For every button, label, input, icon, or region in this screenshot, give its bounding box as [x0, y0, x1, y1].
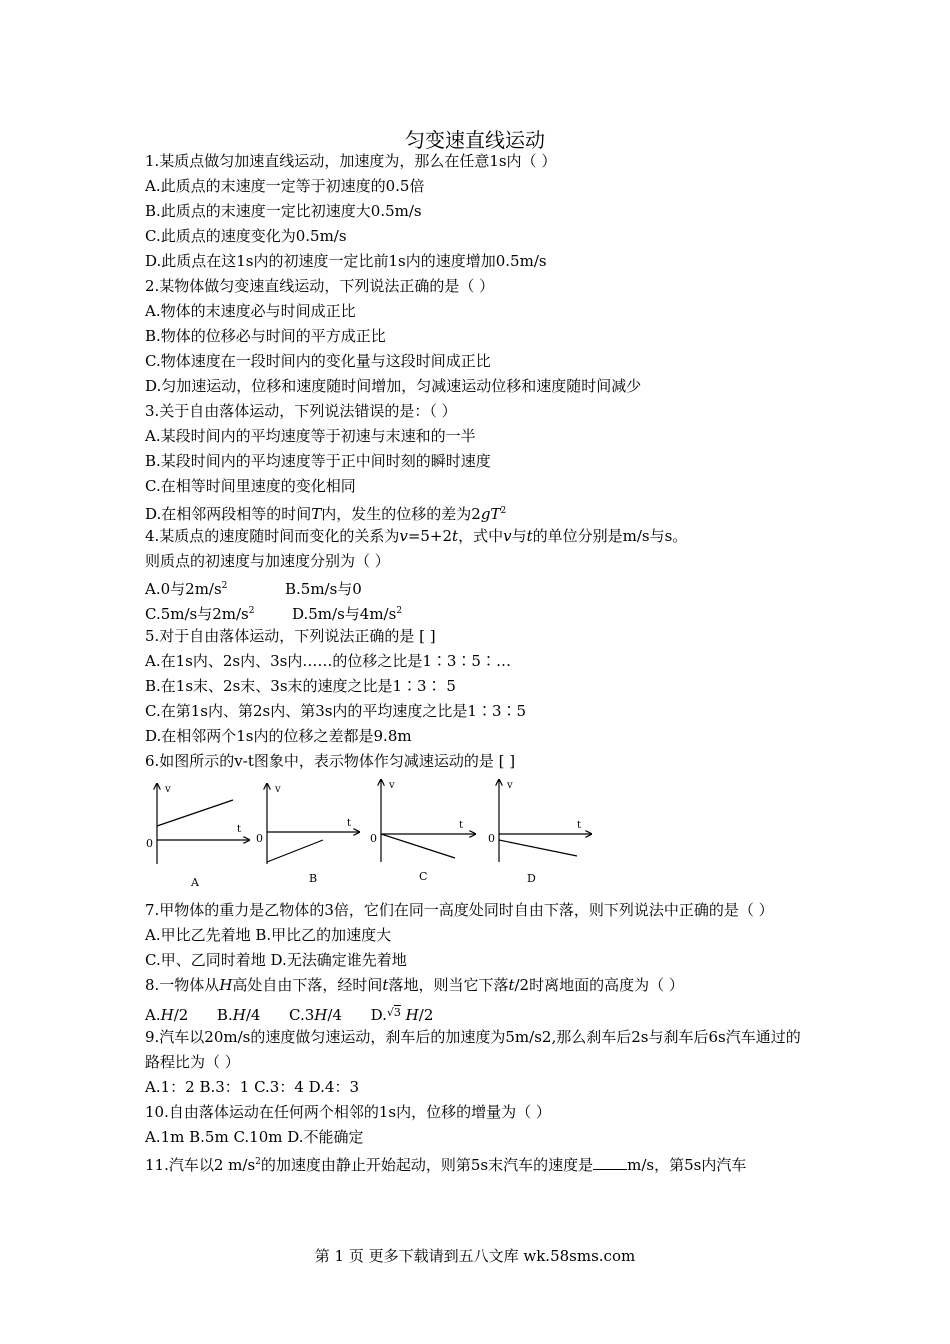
graph-c — [370, 780, 475, 883]
question-7: 7.甲物体的重力是乙物体的3倍，它们在同一高度处同时自由下落，则下列说法中正确的是（ ） — [145, 901, 774, 919]
option-1b: B.此质点的末速度一定比初速度大0.5m/s — [145, 202, 422, 220]
option-3a: A.某段时间内的平均速度等于初速与末速和的一半 — [145, 427, 476, 445]
option-5b: B.在1s末、2s末、3s末的速度之比是1∶3∶ 5 — [145, 677, 456, 695]
question-8: 8.一物体从H高处自由下落，经时间t落地，则当它下落t/2时离地面的高度为（ ） — [145, 976, 684, 994]
graph-c-line — [381, 834, 455, 858]
question-1: 1.某质点做匀加速直线运动，加速度为，那么在任意1s内（ ） — [145, 152, 557, 170]
option-1a: A.此质点的末速度一定等于初速度的0.5倍 — [145, 177, 425, 195]
options-7ab: A.甲比乙先着地 B.甲比乙的加速度大 — [145, 926, 392, 944]
graph-a-t: t — [237, 824, 242, 835]
vt-graphs-svg — [145, 776, 605, 896]
option-3d: D.在相邻两段相等的时间T内，发生的位移的差为$2gT^2$ — [145, 505, 507, 523]
graph-d-t: t — [577, 820, 582, 831]
option-5a: A.在1s内、2s内、3s内……的位移之比是1∶3∶5∶… — [145, 652, 511, 670]
graph-b-t: t — [347, 818, 352, 829]
sqrt-value: 3 — [393, 1006, 401, 1019]
option-5d: D.在相邻两个1s内的位移之差都是9.8m — [145, 727, 412, 745]
question-11: 11.汽车以2 $m/s^2$的加速度由静止开始起动，则第5s末汽车的速度是 m/s，第5s内汽车 — [145, 1150, 815, 1175]
question-3: 3.关于自由落体运动，下列说法错误的是：（ ） — [145, 402, 457, 420]
option-2b: B.物体的位移必与时间的平方成正比 — [145, 327, 386, 345]
question-10: 10.自由落体运动在任何两个相邻的1s内，位移的增量为（ ） — [145, 1103, 551, 1121]
option-1d: D.此质点在这1s内的初速度一定比前1s内的速度增加0.5m/s — [145, 252, 547, 270]
graph-d-origin: 0 — [488, 832, 495, 845]
question-content — [145, 149, 815, 1175]
graph-a-origin: 0 — [146, 837, 153, 850]
page-title: 匀变速直线运动 — [405, 128, 545, 152]
graph-d-line — [499, 840, 577, 856]
question-4: 4.某质点的速度随时间而变化的关系为v=5+2t，式中v与t的单位分别是m/s与s。 — [145, 527, 688, 545]
graph-a — [146, 784, 249, 889]
graph-a-label: A — [191, 876, 199, 889]
option-2c: C.物体速度在一段时间内的变化量与这段时间成正比 — [145, 352, 491, 370]
graph-b — [256, 784, 359, 885]
question-6: 6.如图所示的v-t图象中，表示物体作匀减速运动的是 [ ] — [145, 752, 516, 770]
question-5: 5.对于自由落体运动，下列说法正确的是 [ ] — [145, 627, 436, 645]
option-2d: D.匀加速运动，位移和速度随时间增加，匀减速运动位移和速度随时间减少 — [145, 377, 642, 395]
graph-d-label: D — [527, 872, 536, 885]
graph-d — [488, 780, 591, 885]
graph-c-t: t — [459, 820, 464, 831]
graph-b-origin: 0 — [256, 832, 263, 845]
graph-b-label: B — [309, 872, 318, 885]
answer-blank — [593, 1153, 627, 1170]
graph-b-v: v — [275, 784, 281, 795]
question-4-cont: 则质点的初速度与加速度分别为（ ） — [145, 552, 390, 570]
graph-b-line — [267, 840, 323, 862]
options-4cd: C.5m/s与$2m/s^2$ D.5m/s与$4m/s^2$ — [145, 605, 403, 623]
options-4ab: A.0与$2m/s^2$ B.5m/s与0 — [145, 580, 362, 598]
question-2: 2.某物体做匀变速直线运动，下列说法正确的是（ ） — [145, 277, 495, 295]
option-1c: C.此质点的速度变化为0.5m/s — [145, 227, 347, 245]
options-9: A.1：2 B.3：1 C.3：4 D.4：3 — [145, 1078, 360, 1096]
option-2a: A.物体的末速度必与时间成正比 — [145, 302, 356, 320]
graph-a-v: v — [165, 784, 171, 795]
options-10: A.1m B.5m C.10m D.不能确定 — [145, 1128, 364, 1146]
options-7cd: C.甲、乙同时着地 D.无法确定谁先着地 — [145, 951, 407, 969]
graph-a-line — [157, 800, 233, 826]
option-3b: B.某段时间内的平均速度等于正中间时刻的瞬时速度 — [145, 452, 491, 470]
page-footer: 第 1 页 更多下载请到五八文库 wk.58sms.com — [314, 1247, 636, 1265]
graph-c-label: C — [419, 870, 428, 883]
graph-c-v: v — [389, 780, 395, 791]
option-5c: C.在第1s内、第2s内、第3s内的平均速度之比是1∶3∶5 — [145, 702, 527, 720]
options-8: A.H/2 B.H/4 C.3H/4 D.$^{√3}$ H/2 — [145, 1006, 434, 1024]
graph-c-origin: 0 — [370, 832, 377, 845]
graph-d-v: v — [507, 780, 513, 791]
vt-graphs-figure — [145, 776, 815, 896]
option-3c: C.在相等时间里速度的变化相同 — [145, 477, 356, 495]
question-9: 9.汽车以20m/s的速度做匀速运动，刹车后的加速度为5m/s2,那么刹车后2s与刹车后6s汽车通过的路程比为（ ） — [145, 1028, 801, 1071]
